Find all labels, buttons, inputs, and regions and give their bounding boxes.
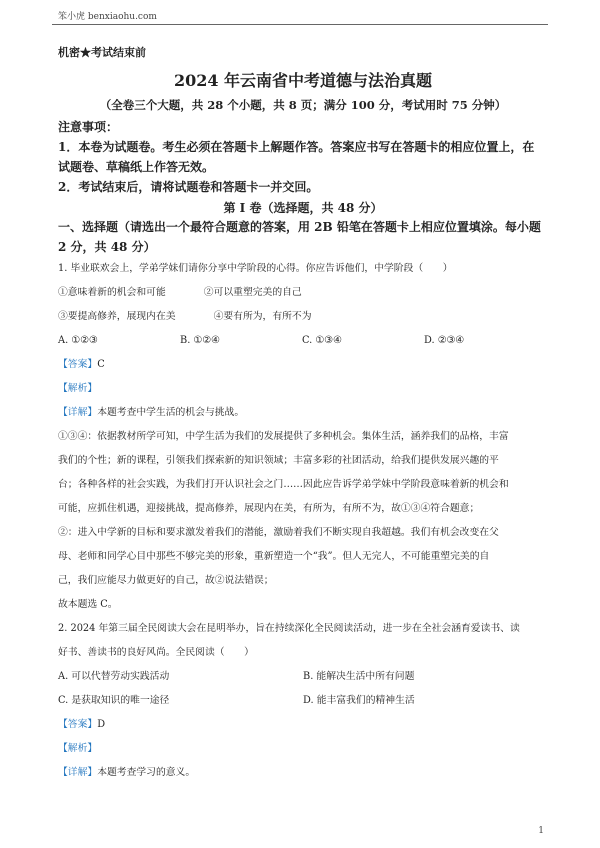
explanation-line: ②：进入中学新的目标和要求激发着我们的潜能，激励着我们不断实现自我超越。我们有机会改变在父: [58, 527, 499, 538]
question-1-options: [58, 329, 548, 353]
content: [58, 44, 548, 785]
part-title: 第 I 卷（选择题，共 48 分）: [223, 201, 383, 215]
question-2-detail: [58, 761, 548, 785]
header-rule: [52, 24, 548, 25]
explanation-line: 台；各种各样的社会实践，为我们打开认识社会之门……因此应告诉学弟学妹中学阶段意味着新的机会和: [58, 479, 509, 490]
notice-item-1a: 1．本卷为试题卷。考生必须在答题卡上解题作答。答案应书写在答题卡的相应位置上，在: [58, 140, 535, 154]
detail-tag: 【详解】: [58, 407, 98, 418]
notice-heading: 注意事项：: [58, 120, 119, 134]
question-1-detail: [58, 401, 548, 425]
answer-tag: 【答案】: [58, 719, 98, 730]
explanation-line: 可能，应抓住机遇，迎接挑战，提高修养，展现内在美，有所为，有所不为，故①③④符合题意；: [58, 503, 480, 514]
detail-text: 本题考查学习的意义。: [97, 767, 196, 778]
option-d: D. 能丰富我们的精神生活: [303, 695, 415, 706]
question-1-stem: 1. 毕业联欢会上，学弟学妹们请你分享中学阶段的心得。你应告诉他们，中学阶段（ ）: [58, 263, 453, 274]
explanation-line: ①③④：依据教材所学可知，中学生活为我们的发展提供了多种机会。集体生活，涵养我们的品格，丰富: [58, 431, 509, 442]
statement-4: ④要有所为，有所不为: [213, 311, 312, 322]
page-number: 1: [538, 826, 544, 836]
page-title: 2024 年云南省中考道德与法治真题: [173, 71, 433, 90]
question-2-stem-line-2: 好书、善读书的良好风尚。全民阅读（ ）: [58, 647, 254, 658]
question-1-analysis-tag: 【解析】: [58, 383, 98, 394]
notice-item-2: 2．考试结束后，请将试题卷和答题卡一并交回。: [58, 180, 319, 194]
answer-value: C: [97, 359, 105, 370]
detail-tag: 【详解】: [58, 767, 98, 778]
question-1-statements-row-2: [58, 305, 548, 329]
explanation-line: 我们的个性；新的课程，引领我们探索新的知识领域；丰富多彩的社团活动，给我们提供发展兴趣的平: [58, 455, 499, 466]
option-a: A. ①②③: [58, 335, 98, 346]
answer-value: D: [97, 719, 106, 730]
detail-text: 本题考查中学生活的机会与挑战。: [97, 407, 245, 418]
option-a: A. 可以代替劳动实践活动: [58, 671, 170, 682]
exam-info: （全卷三个大题，共 28 个小题，共 8 页；满分 100 分，考试用时 75 分钟）: [99, 98, 507, 112]
statement-3: ③要提高修养，展现内在美: [58, 311, 176, 322]
notice-item-1b: 试题卷、草稿纸上作答无效。: [58, 160, 215, 174]
explanation-line: 己，我们应能尽力做更好的自己，故②说法错误；: [58, 575, 274, 586]
option-c: C. ①③④: [302, 335, 342, 346]
question-2-analysis-tag: 【解析】: [58, 743, 98, 754]
question-1-answer: [58, 353, 548, 377]
question-2-answer: [58, 713, 548, 737]
section-heading-b: 2 分，共 48 分）: [58, 240, 156, 254]
question-1-statements-row-1: [58, 281, 548, 305]
question-2-options-row-2: [58, 689, 548, 713]
conclusion: 故本题选 C。: [58, 599, 118, 610]
section-heading-a: 一、选择题（请选出一个最符合题意的答案，用 2B 铅笔在答题卡上相应位置填涂。每小题: [58, 220, 541, 234]
statement-2: ②可以重塑完美的自己: [203, 287, 302, 298]
answer-tag: 【答案】: [58, 359, 98, 370]
secret-label: 机密★考试结束前: [58, 46, 146, 59]
option-b: B. ①②④: [180, 335, 220, 346]
statement-1: ①意味着新的机会和可能: [58, 287, 166, 298]
option-b: B. 能解决生活中所有问题: [303, 671, 415, 682]
explanation-line: 母、老师和同学心目中那些不够完美的形象，重新塑造一个“我”。但人无完人，不可能重塑完美的自: [58, 551, 490, 562]
header-site: 笨小虎 benxiaohu.com: [58, 12, 157, 22]
question-2-stem-line-1: 2. 2024 年第三届全民阅读大会在昆明举办，旨在持续深化全民阅读活动，进一步在全社会涵育爱读书、读: [58, 623, 520, 634]
option-c: C. 是获取知识的唯一途径: [58, 695, 170, 706]
option-d: D. ②③④: [424, 335, 465, 346]
question-2-options-row-1: [58, 665, 548, 689]
